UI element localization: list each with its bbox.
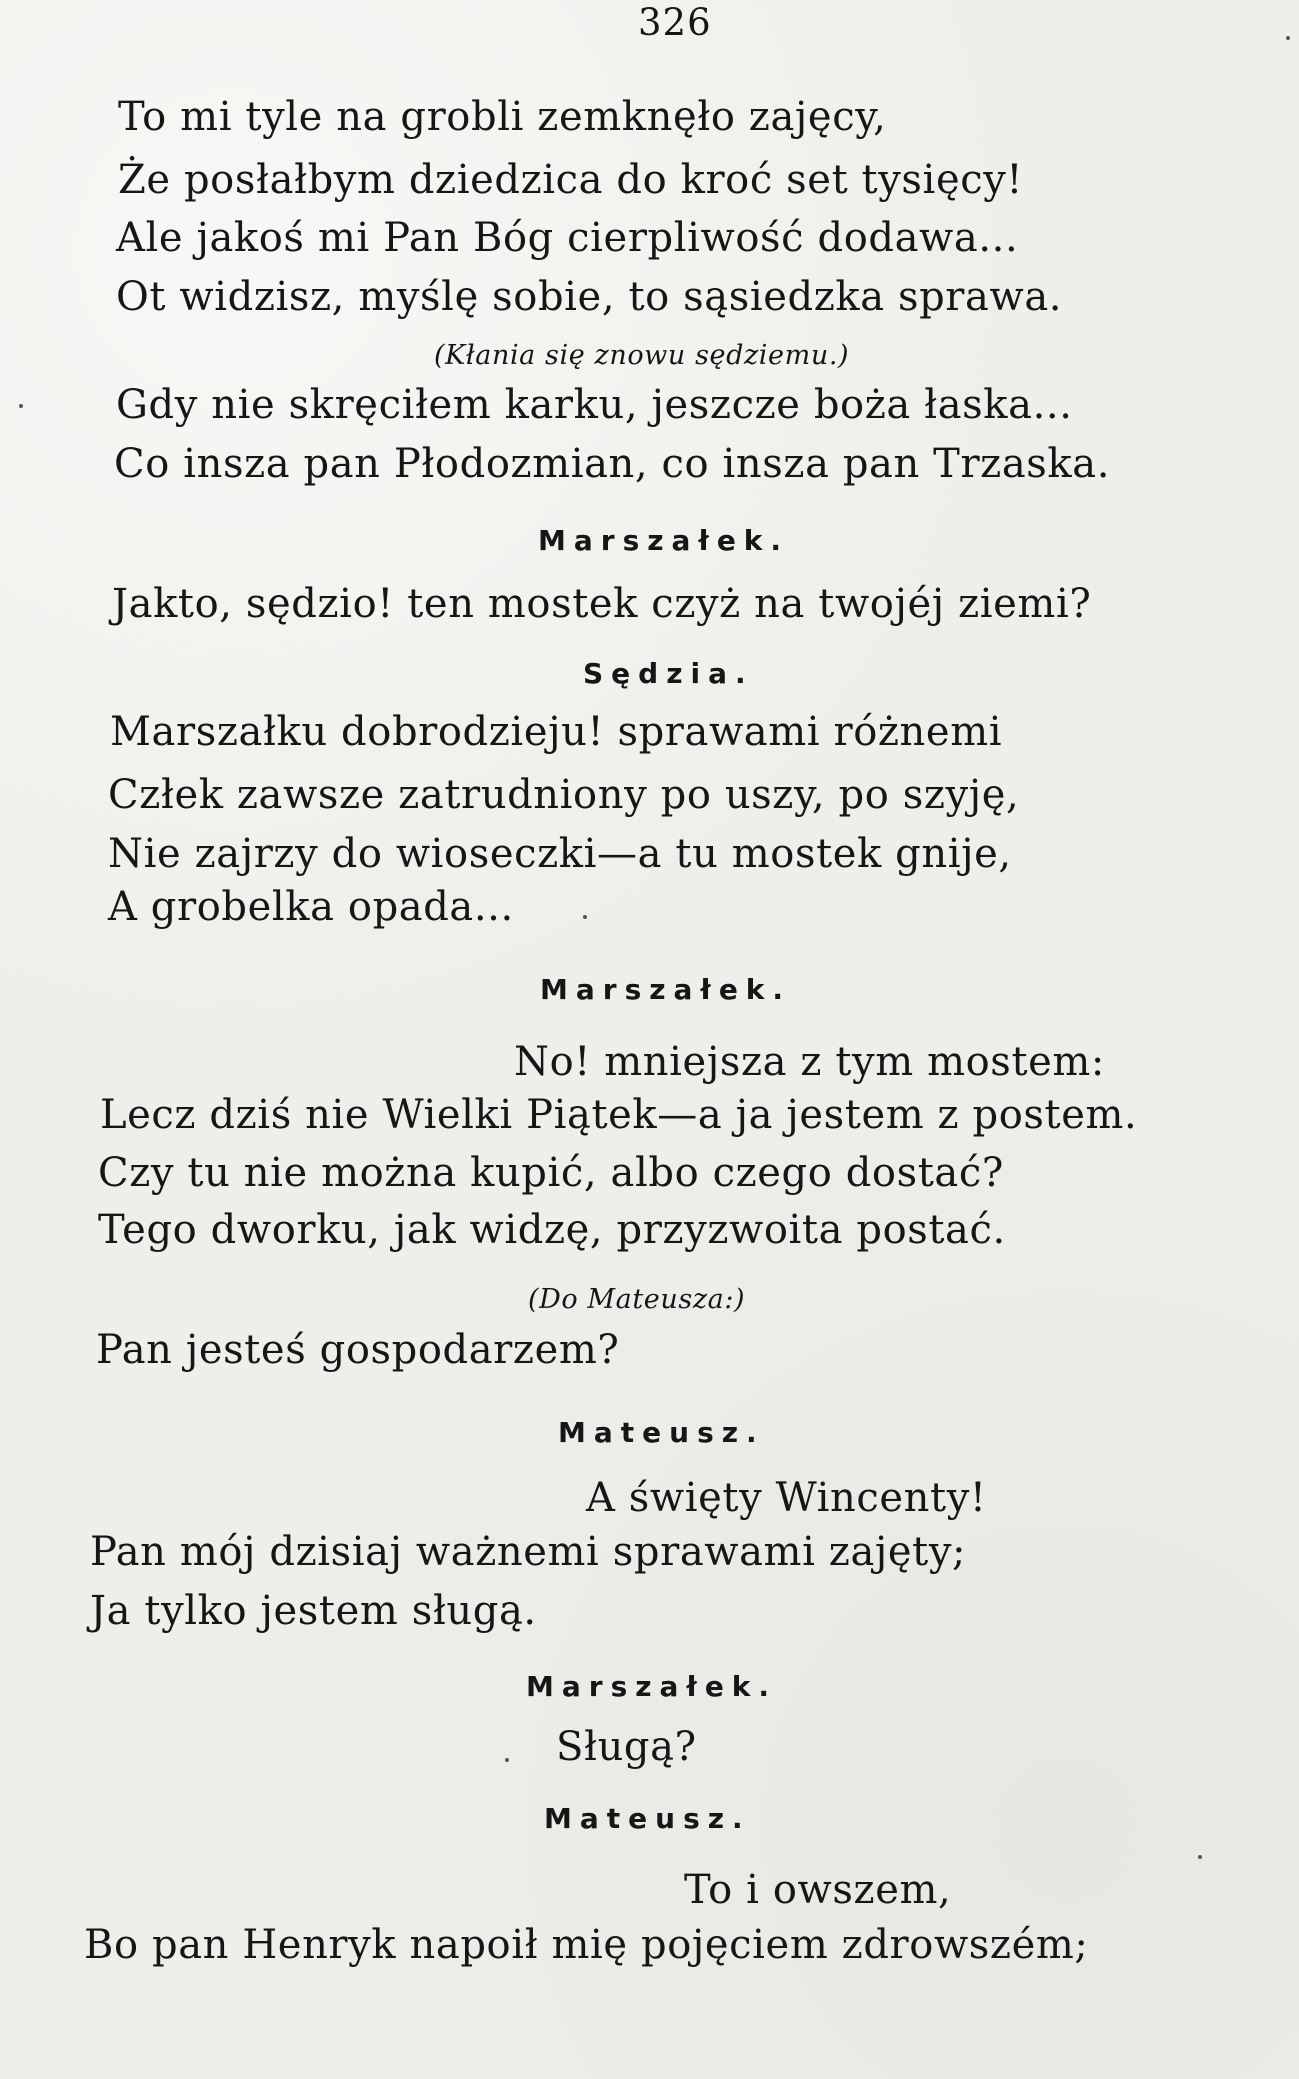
speaker-name: Sędzia. bbox=[583, 657, 754, 690]
speaker-name: Marszałek. bbox=[538, 524, 790, 557]
verse-line: Ale jakoś mi Pan Bóg cierpliwość dodawa... bbox=[116, 215, 1019, 261]
paper-speck bbox=[1286, 36, 1290, 40]
speaker-name: Mateusz. bbox=[544, 1802, 751, 1835]
verse-line: Człek zawsze zatrudniony po uszy, po szyję, bbox=[108, 772, 1020, 818]
verse-line: Ot widzisz, myślę sobie, to sąsiedzka sprawa. bbox=[116, 274, 1063, 320]
verse-line: Pan mój dzisiaj ważnemi sprawami zajęty; bbox=[90, 1529, 967, 1575]
verse-line: A grobelka opada... bbox=[108, 884, 514, 930]
speaker-name: Mateusz. bbox=[558, 1416, 765, 1449]
paper-speck bbox=[1198, 1855, 1202, 1859]
speaker-name: Marszałek. bbox=[526, 1670, 778, 1703]
paper-speck bbox=[505, 1758, 509, 1762]
stage-direction: (Kłania się znowu sędziemu.) bbox=[434, 340, 850, 371]
verse-line: Gdy nie skręciłem karku, jeszcze boża łaska... bbox=[116, 382, 1073, 428]
verse-line: Sługą? bbox=[556, 1724, 697, 1770]
page-number: 326 bbox=[638, 1, 712, 44]
verse-line: Ja tylko jestem sługą. bbox=[90, 1588, 537, 1634]
verse-line: Nie zajrzy do wioseczki—a tu mostek gnije, bbox=[108, 831, 1012, 877]
verse-line: To mi tyle na grobli zemknęło zajęcy, bbox=[118, 94, 887, 140]
verse-line: Czy tu nie można kupić, albo czego dostać? bbox=[98, 1150, 1004, 1196]
verse-line: Lecz dziś nie Wielki Piątek—a ja jestem z postem. bbox=[100, 1092, 1138, 1138]
speaker-name: Marszałek. bbox=[540, 973, 792, 1006]
verse-line: Jakto, sędzio! ten mostek czyż na twojéj ziemi? bbox=[112, 581, 1092, 627]
verse-line: Pan jesteś gospodarzem? bbox=[96, 1327, 620, 1373]
verse-line: Tego dworku, jak widzę, przyzwoita postać. bbox=[98, 1207, 1006, 1253]
paper-speck bbox=[583, 915, 587, 919]
verse-line: Co insza pan Płodozmian, co insza pan Trzaska. bbox=[114, 441, 1111, 487]
verse-line: A święty Wincenty! bbox=[586, 1475, 987, 1521]
verse-line: Bo pan Henryk napoił mię pojęciem zdrowszém; bbox=[84, 1922, 1089, 1968]
verse-line: Że posłałbym dziedzica do kroć set tysięcy! bbox=[118, 157, 1024, 203]
verse-line: No! mniejsza z tym mostem: bbox=[514, 1039, 1105, 1085]
verse-line: Marszałku dobrodzieju! sprawami różnemi bbox=[110, 709, 1003, 755]
verse-line: To i owszem, bbox=[684, 1867, 952, 1913]
paper-speck bbox=[19, 404, 23, 408]
stage-direction: (Do Mateusza:) bbox=[528, 1284, 746, 1315]
